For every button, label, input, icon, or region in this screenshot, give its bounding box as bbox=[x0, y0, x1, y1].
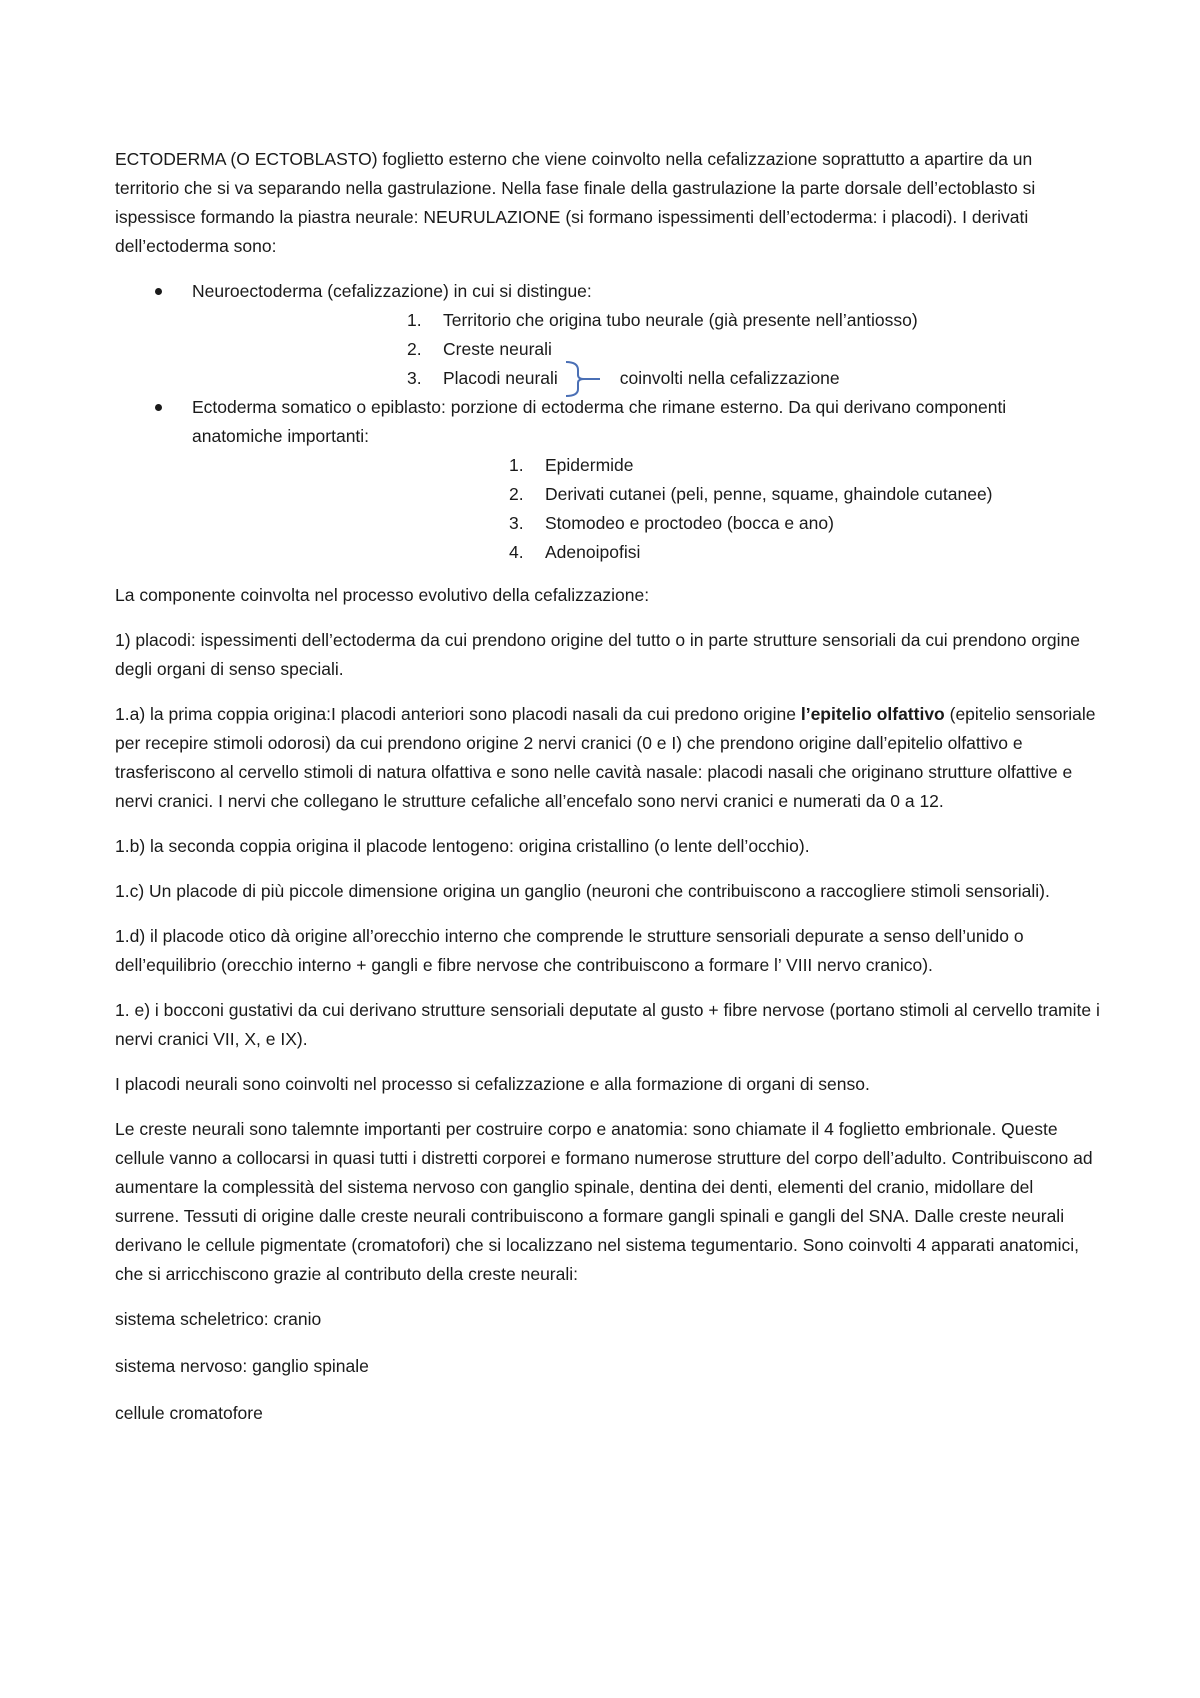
list-item-text: Derivati cutanei (peli, penne, squame, ghaindole cutanee) bbox=[545, 484, 993, 504]
brace-connector-icon bbox=[558, 364, 620, 393]
placodi-paragraph: 1) placodi: ispessimenti dell’ectoderma da cui prendono origine del tutto o in parte strutture sensoriali da cui prendono orgine degli organi di senso speciali. bbox=[115, 630, 1081, 679]
list-item bbox=[192, 364, 1100, 393]
list-item-text: Territorio che origina tubo neurale (già presente nell’antiosso) bbox=[443, 310, 918, 330]
component-paragraph: La componente coinvolta nel processo evolutivo della cefalizzazione: bbox=[115, 585, 650, 605]
list-item bbox=[192, 306, 1100, 335]
list-number: 2. bbox=[509, 484, 524, 504]
list-item-text: Epidermide bbox=[545, 455, 634, 475]
list-number: 4. bbox=[509, 542, 524, 562]
sistema-nervoso-line: sistema nervoso: ganglio spinale bbox=[115, 1356, 369, 1376]
list-number: 1. bbox=[509, 455, 524, 475]
list-item-neuroectoderma bbox=[115, 277, 1100, 393]
list-item-text: Creste neurali bbox=[443, 339, 552, 359]
list-item bbox=[192, 538, 1100, 567]
placodi-1d-paragraph: 1.d) il placode otico dà origine all’orecchio interno che comprende le strutture sensoriali depurate a senso dell’unido o dell’equilibrio (orecchio interno + gangli e fibre nervose che contribuiscono a formare l’ VIII nervo cranico). bbox=[115, 926, 1024, 975]
ectoderma-sublist bbox=[192, 451, 1100, 567]
list-number: 3. bbox=[407, 368, 422, 388]
creste-paragraph: Le creste neurali sono talemnte importanti per costruire corpo e anatomia: sono chiamate il 4 foglietto embrionale. Queste cellule vanno a collocarsi in quasi tutti i distretti corporei e formano numerose strutture del corpo dell’adulto. Contribuiscono ad aumentare la complessità del sistema nervoso con ganglio spinale, dentina dei denti, elementi del cranio, midollare del surrene. Tessuti di origine dalle creste neurali contribuiscono a formare gangli spinali e gangli del SNA. Dalle creste neurali derivano le cellule pigmentate (cromatofori) che si localizzano nel sistema tegumentario. Sono coinvolti 4 apparati anatomici, che si arricchiscono grazie al contributo della creste neurali: bbox=[115, 1119, 1093, 1284]
placodi-1a-paragraph bbox=[115, 700, 1100, 816]
neuroectoderma-sublist bbox=[192, 306, 1100, 393]
placodi-summary-paragraph: I placodi neurali sono coinvolti nel processo si cefalizzazione e alla formazione di organi di senso. bbox=[115, 1074, 870, 1094]
placodi-1e-paragraph: 1. e) i bocconi gustativi da cui derivano strutture sensoriali deputate al gusto + fibre nervose (portano stimoli al cervello tramite i nervi cranici VII, X, e IX). bbox=[115, 1000, 1100, 1049]
bold-term: l’epitelio olfattivo bbox=[800, 704, 945, 724]
text-run: 1.a) la prima coppia origina:I placodi anteriori sono placodi nasali da cui predono origine bbox=[115, 704, 801, 724]
bullet-icon bbox=[155, 404, 162, 411]
list-number: 2. bbox=[407, 339, 422, 359]
document-page bbox=[115, 145, 1100, 1446]
list-item bbox=[192, 451, 1100, 480]
list-item bbox=[192, 509, 1100, 538]
list-item-text: Placodi neurali bbox=[443, 368, 558, 388]
cellule-cromatofore-line: cellule cromatofore bbox=[115, 1403, 263, 1423]
bullet-label: Neuroectoderma (cefalizzazione) in cui si distingue: bbox=[192, 281, 592, 301]
list-item bbox=[192, 335, 1100, 364]
list-item-ectoderma-somatico bbox=[115, 393, 1100, 567]
bullet-label: Ectoderma somatico o epiblasto: porzione di ectoderma che rimane esterno. Da qui derivano componenti anatomiche importanti: bbox=[192, 397, 1007, 446]
list-item bbox=[192, 480, 1100, 509]
placodi-1c-paragraph: 1.c) Un placode di più piccole dimensione origina un ganglio (neuroni che contribuiscono a raccogliere stimoli sensoriali). bbox=[115, 881, 1050, 901]
bullet-icon bbox=[155, 288, 162, 295]
derivatives-list bbox=[115, 277, 1100, 567]
brace-note: coinvolti nella cefalizzazione bbox=[619, 368, 840, 388]
placodi-1b-paragraph: 1.b) la seconda coppia origina il placode lentogeno: origina cristallino (o lente dell’occhio). bbox=[115, 836, 810, 856]
sistema-scheletrico-line: sistema scheletrico: cranio bbox=[115, 1309, 322, 1329]
list-number: 3. bbox=[509, 513, 524, 533]
list-item-text: Stomodeo e proctodeo (bocca e ano) bbox=[545, 513, 834, 533]
list-number: 1. bbox=[407, 310, 422, 330]
text-run: (epitelio sensoriale per recepire stimoli odorosi) da cui prendono origine 2 nervi cranici (0 e I) che prendono origine dall’epitelio olfattivo e trasferiscono al cervello stimoli di natura olfattiva e sono nelle cavità nasale: placodi nasali che originano strutture olfattive e nervi cranici. I nervi che collegano le strutture cefaliche all’encefalo sono nervi cranici e numerati da 0 a 12. bbox=[115, 704, 1096, 811]
list-item-text: Adenoipofisi bbox=[545, 542, 641, 562]
intro-paragraph: ECTODERMA (O ECTOBLASTO) foglietto esterno che viene coinvolto nella cefalizzazione soprattutto a apartire da un territorio che si va separando nella gastrulazione. Nella fase finale della gastrulazione la parte dorsale dell’ectoblasto si ispessisce formando la piastra neurale: NEURULAZIONE (si formano ispessimenti dell’ectoderma: i placodi). I derivati dell’ectoderma sono: bbox=[115, 149, 1036, 256]
